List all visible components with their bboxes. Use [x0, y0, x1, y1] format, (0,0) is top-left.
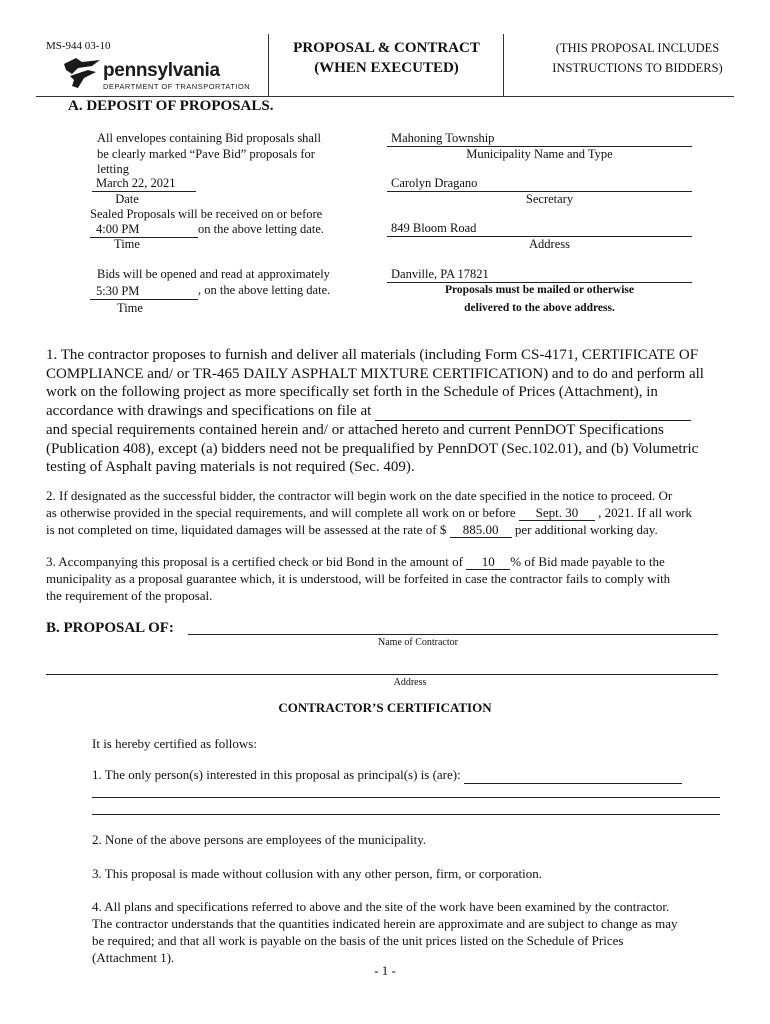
- logo-wordmark: pennsylvania: [103, 60, 220, 81]
- paragraph-2: [46, 487, 756, 538]
- time-caption: Time: [114, 237, 140, 251]
- secretary-field[interactable]: Carolyn Dragano: [387, 176, 692, 192]
- cert-item-4-line4: (Attachment 1).: [92, 950, 175, 965]
- secretary-caption: Secretary: [525, 192, 574, 206]
- bond-percent-field[interactable]: 10: [466, 555, 510, 570]
- note-line2: INSTRUCTIONS TO BIDDERS): [552, 61, 723, 75]
- specifications-location-blank[interactable]: [375, 402, 691, 422]
- cert-item-1-text: 1. The only person(s) interested in this proposal as principal(s) is (are):: [92, 767, 461, 782]
- completion-date-field[interactable]: Sept. 30: [519, 506, 595, 521]
- municipality-field[interactable]: Mahoning Township: [387, 131, 692, 147]
- certification-title: CONTRACTOR’S CERTIFICATION: [278, 700, 492, 715]
- received-suffix: on the above letting date.: [198, 222, 325, 236]
- contractor-name-line[interactable]: [188, 634, 718, 635]
- mail-note-line1: Proposals must be mailed or otherwise: [445, 284, 634, 296]
- letting-date-field[interactable]: March 22, 2021: [92, 176, 196, 192]
- title-line2: (WHEN EXECUTED): [314, 60, 459, 76]
- logo-subtitle: DEPARTMENT OF TRANSPORTATION: [103, 82, 251, 91]
- cert-item-3: 3. This proposal is made without collusion with any other person, firm, or corporation.: [92, 866, 542, 881]
- para2-line1: 2. If designated as the successful bidder, the contractor will begin work on the date specified in the notice to proceed. Or: [46, 488, 673, 503]
- principals-line-2[interactable]: [92, 797, 720, 798]
- principals-blank[interactable]: [464, 766, 682, 784]
- date-caption: Date: [115, 192, 139, 206]
- contractor-name-caption: Name of Contractor: [378, 637, 458, 648]
- para1-line2: COMPLIANCE and/ or TR-465 DAILY ASPHALT MIXTURE CERTIFICATION) and to do and perform all: [46, 365, 704, 382]
- para1-line4: [46, 402, 746, 422]
- sealed-text: Sealed Proposals will be received on or before: [90, 207, 323, 221]
- para2-line3: [46, 521, 756, 538]
- mail-note-line2: delivered to the above address.: [464, 302, 615, 314]
- header-note: [505, 38, 770, 78]
- header-divider-left: [268, 34, 269, 96]
- cert-item-2: 2. None of the above persons are employees of the municipality.: [92, 832, 427, 847]
- para1-line7: testing of Asphalt paving materials is not required (Sec. 409).: [46, 459, 415, 475]
- para2-line3-b: per additional working day.: [514, 522, 658, 537]
- time-caption-2: Time: [117, 301, 143, 315]
- opened-text: Bids will be opened and read at approximately: [97, 267, 330, 281]
- certification-intro: It is hereby certified as follows:: [92, 736, 257, 751]
- para1-line1: 1. The contractor proposes to furnish and deliver all materials (including Form CS-4171, CERTIFICATE OF: [46, 347, 699, 363]
- cert-item-4-line3: be required; and that all work is payable on the basis of the unit prices listed on the Schedule of Prices: [92, 933, 624, 948]
- received-time-field[interactable]: 4:00 PM: [90, 222, 198, 238]
- damages-rate-field[interactable]: 885.00: [450, 523, 512, 538]
- para3-line2: municipality as a proposal guarantee which, it is understood, will be forfeited in case the contractor fails to comply with: [46, 571, 671, 586]
- title-line1: PROPOSAL & CONTRACT: [293, 40, 480, 56]
- para2-line2: [46, 504, 756, 521]
- para2-line2-b: , 2021. If all work: [598, 505, 693, 520]
- municipality-caption: Municipality Name and Type: [466, 147, 613, 161]
- contractor-address-caption: Address: [393, 677, 427, 688]
- section-a-heading: A. DEPOSIT OF PROPOSALS.: [68, 98, 274, 114]
- principals-line-3[interactable]: [92, 814, 720, 815]
- cert-item-1: [92, 766, 682, 784]
- cert-item-4: [92, 898, 752, 966]
- penndot-keystone-logo-icon: [62, 56, 102, 90]
- para3-line3: the requirement of the proposal.: [46, 588, 213, 603]
- section-b-heading: B. PROPOSAL OF:: [46, 620, 174, 636]
- envelopes-line3: letting: [97, 162, 129, 176]
- header-divider-right: [503, 34, 504, 96]
- contractor-address-line[interactable]: [46, 674, 718, 675]
- cert-item-4-line1: 4. All plans and specifications referred to above and the site of the work have been examined by the contractor.: [92, 899, 670, 914]
- para1-line3: work on the following project as more specifically set forth in the Schedule of Prices (Attachment), in: [46, 384, 658, 400]
- page-number: - 1 -: [374, 963, 396, 978]
- para1-line5: and special requirements contained herein and/ or attached hereto and current PennDOT Specifications: [46, 422, 664, 438]
- para1-line6: (Publication 408), except (a) bidders need not be prequalified by PennDOT (Sec.102.01), and (b) Volumetric: [46, 440, 699, 457]
- para3-line1-a: 3. Accompanying this proposal is a certified check or bid Bond in the amount of: [46, 554, 463, 569]
- para2-line2-a: as otherwise provided in the special requirements, and will complete all work on or before: [46, 505, 516, 520]
- para3-line1: [46, 553, 756, 570]
- cert-item-4-line2: The contractor understands that the quantities indicated herein are approximate and are subject to change as may: [92, 916, 678, 931]
- address-caption: Address: [529, 237, 570, 251]
- opened-suffix: , on the above letting date.: [198, 283, 331, 297]
- paragraph-1: [46, 346, 746, 477]
- address-field[interactable]: 849 Bloom Road: [387, 221, 692, 237]
- form-code: MS-944 03-10: [46, 40, 111, 52]
- envelopes-line1: All envelopes containing Bid proposals shall: [97, 131, 321, 145]
- city-field[interactable]: Danville, PA 17821: [387, 267, 692, 283]
- para3-line1-b: % of Bid made payable to the: [510, 554, 665, 569]
- para2-line3-a: is not completed on time, liquidated damages will be assessed at the rate of $: [46, 522, 447, 537]
- envelopes-line2: be clearly marked “Pave Bid” proposals for: [97, 147, 315, 161]
- para1-line4-text: accordance with drawings and specifications on file at: [46, 402, 372, 419]
- opened-time-field[interactable]: 5:30 PM: [90, 284, 198, 300]
- paragraph-3: [46, 553, 756, 604]
- note-line1: (THIS PROPOSAL INCLUDES: [555, 41, 720, 55]
- header-rule: [36, 96, 734, 97]
- document-title: [270, 38, 503, 78]
